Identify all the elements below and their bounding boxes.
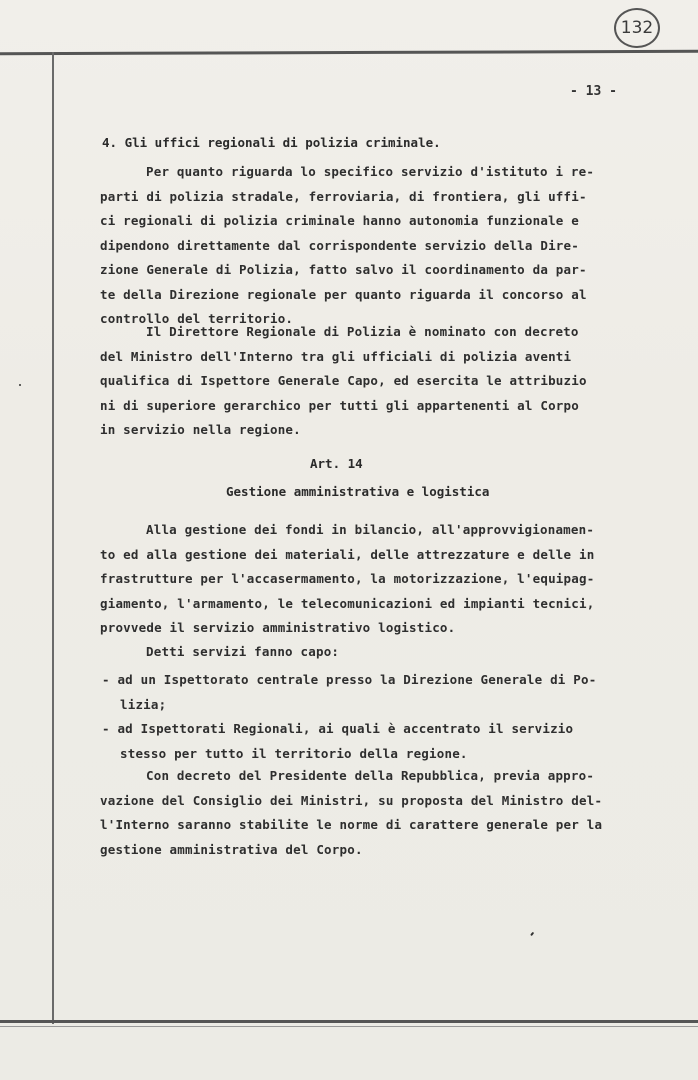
circled-page-stamp (614, 8, 660, 48)
text-line: controllo del territorio. (100, 311, 294, 326)
text-line: parti di polizia stradale, ferroviaria, di frontiera, gli uffi- (100, 188, 587, 204)
text-line: frastrutture per l'accasermamento, la motorizzazione, l'equipag- (100, 571, 595, 586)
text-line: dipendono direttamente dal corrispondente servizio della Dire- (100, 237, 579, 253)
article-subtitle: Gestione amministrativa e logistica (226, 484, 490, 499)
section-paragraph-1 (100, 160, 660, 332)
text-line: vazione del Consiglio dei Ministri, su proposta del Ministro del- (100, 792, 603, 808)
stamp-number: 132 (620, 18, 654, 38)
article-paragraph-1 (100, 518, 660, 641)
section-heading: 4. Gli uffici regionali di polizia criminale. (102, 135, 441, 150)
text-line: giamento, l'armamento, le telecomunicazioni ed impianti tecnici, (100, 595, 595, 611)
page-number: - 13 - (570, 84, 617, 99)
margin-mark (19, 384, 21, 386)
bottom-margin-rule-secondary (0, 1026, 698, 1027)
text-line: gestione amministrativa del Corpo. (100, 841, 363, 857)
text-line: to ed alla gestione dei materiali, delle attrezzature e delle in (100, 546, 595, 562)
text-line: provvede il servizio amministrativo logistico. (100, 620, 456, 635)
left-margin-rule (52, 52, 54, 1024)
text-line: Il Direttore Regionale di Polizia è nominato con decreto (146, 324, 579, 339)
text-line: stesso per tutto il territorio della regione. (120, 745, 468, 761)
article-paragraph-2 (100, 640, 660, 665)
text-line: l'Interno saranno stabilite le norme di carattere generale per la (100, 817, 603, 832)
text-line: Con decreto del Presidente della Repubblica, previa appro- (146, 768, 595, 783)
text-line: ci regionali di polizia criminale hanno autonomia funzionale e (100, 213, 579, 228)
list-item (102, 717, 662, 766)
text-line: Detti servizi fanno capo: (146, 644, 340, 659)
stray-mark (530, 932, 534, 936)
text-line: - ad un Ispettorato centrale presso la Direzione Generale di Po- (102, 672, 597, 687)
text-line: Per quanto riguarda lo specifico servizio d'istituto i re- (146, 164, 595, 179)
text-line: Alla gestione dei fondi in bilancio, all'approvvigionamen- (146, 522, 595, 537)
section-paragraph-2 (100, 320, 660, 443)
text-line: te della Direzione regionale per quanto riguarda il concorso al (100, 286, 587, 302)
text-line: in servizio nella regione. (100, 422, 301, 437)
text-line: qualifica di Ispettore Generale Capo, ed esercita le attribuzio (100, 373, 587, 388)
text-line: ni di superiore gerarchico per tutti gli appartenenti al Corpo (100, 397, 579, 413)
article-paragraph-3 (100, 764, 660, 862)
text-line: lizia; (120, 696, 167, 712)
text-line: - ad Ispettorati Regionali, ai quali è accentrato il servizio (102, 721, 574, 736)
text-line: zione Generale di Polizia, fatto salvo il coordinamento da par- (100, 262, 587, 277)
bottom-margin-rule (0, 1020, 698, 1023)
text-line: del Ministro dell'Interno tra gli ufficiali di polizia aventi (100, 348, 572, 364)
top-margin-rule (0, 50, 698, 55)
list-item (102, 668, 662, 717)
article-list (102, 668, 662, 766)
article-title: Art. 14 (310, 456, 363, 471)
